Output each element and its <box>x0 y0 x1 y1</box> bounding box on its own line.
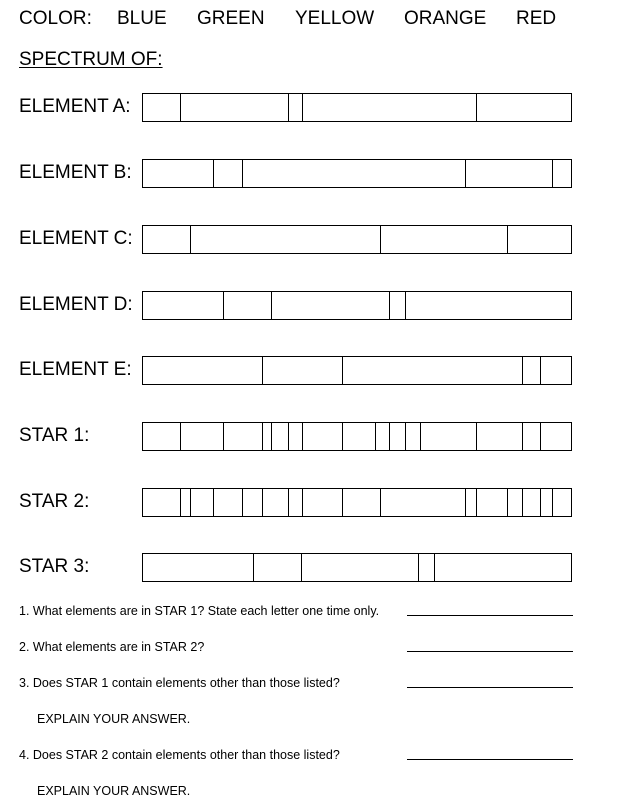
spectral-line <box>342 423 343 450</box>
spectral-line <box>405 292 406 319</box>
spectral-line <box>262 357 263 384</box>
spectral-line <box>223 423 224 450</box>
question-3: 3. Does STAR 1 contain elements other than those listed? <box>19 676 340 690</box>
spectral-line <box>476 94 477 121</box>
spectral-line <box>540 357 541 384</box>
spectral-line <box>380 226 381 253</box>
row-label-element-d: ELEMENT D: <box>19 294 133 315</box>
answer-line-3[interactable] <box>407 687 573 688</box>
answer-line-4[interactable] <box>407 759 573 760</box>
spectral-line <box>389 423 390 450</box>
spectrum-element-a <box>142 93 572 122</box>
spectral-line <box>302 423 303 450</box>
spectral-line <box>522 357 523 384</box>
spectral-line <box>465 489 466 516</box>
spectral-line <box>540 489 541 516</box>
spectral-line <box>476 489 477 516</box>
spectral-line <box>552 160 553 187</box>
spectral-line <box>507 489 508 516</box>
spectral-line <box>522 423 523 450</box>
color-green: GREEN <box>197 8 265 29</box>
spectrum-element-c <box>142 225 572 254</box>
spectral-line <box>540 423 541 450</box>
color-blue: BLUE <box>117 8 167 29</box>
spectral-line <box>180 489 181 516</box>
spectral-line <box>418 554 419 581</box>
row-label-element-e: ELEMENT E: <box>19 359 132 380</box>
spectral-line <box>253 554 254 581</box>
spectral-line <box>180 94 181 121</box>
spectral-line <box>476 423 477 450</box>
spectral-line <box>302 94 303 121</box>
spectral-line <box>552 489 553 516</box>
spectral-line <box>190 226 191 253</box>
spectral-line <box>522 489 523 516</box>
spectral-line <box>288 94 289 121</box>
spectral-line <box>262 423 263 450</box>
answer-line-2[interactable] <box>407 651 573 652</box>
spectrum-element-e <box>142 356 572 385</box>
row-label-star-1: STAR 1: <box>19 425 90 446</box>
spectrum-heading: SPECTRUM OF: <box>19 49 163 70</box>
color-yellow: YELLOW <box>295 8 375 29</box>
spectral-line <box>242 160 243 187</box>
spectrum-star-3 <box>142 553 572 582</box>
question-2: 2. What elements are in STAR 2? <box>19 640 205 654</box>
explain-answer-2: EXPLAIN YOUR ANSWER. <box>37 784 191 798</box>
spectrum-element-d <box>142 291 572 320</box>
spectral-line <box>375 423 376 450</box>
spectral-line <box>434 554 435 581</box>
spectral-line <box>288 423 289 450</box>
spectral-line <box>288 489 289 516</box>
spectrum-element-b <box>142 159 572 188</box>
spectrum-star-1 <box>142 422 572 451</box>
spectral-line <box>242 489 243 516</box>
row-label-star-3: STAR 3: <box>19 556 90 577</box>
spectral-line <box>342 489 343 516</box>
spectral-line <box>465 160 466 187</box>
spectral-line <box>262 489 263 516</box>
color-label: COLOR: <box>19 8 92 29</box>
row-label-element-c: ELEMENT C: <box>19 228 133 249</box>
spectral-line <box>190 489 191 516</box>
spectral-line <box>301 554 302 581</box>
answer-line-1[interactable] <box>407 615 573 616</box>
spectral-line <box>213 160 214 187</box>
spectral-line <box>180 423 181 450</box>
spectral-line <box>342 357 343 384</box>
color-red: RED <box>516 8 557 29</box>
spectral-line <box>507 226 508 253</box>
spectral-line <box>223 292 224 319</box>
explain-answer-1: EXPLAIN YOUR ANSWER. <box>37 712 191 726</box>
spectral-line <box>271 292 272 319</box>
row-label-star-2: STAR 2: <box>19 491 90 512</box>
question-1: 1. What elements are in STAR 1? State each letter one time only. <box>19 604 380 618</box>
row-label-element-b: ELEMENT B: <box>19 162 132 183</box>
spectral-line <box>380 489 381 516</box>
spectral-line <box>271 423 272 450</box>
row-label-element-a: ELEMENT A: <box>19 96 131 117</box>
spectrum-star-2 <box>142 488 572 517</box>
spectral-line <box>302 489 303 516</box>
spectral-line <box>405 423 406 450</box>
spectral-line <box>213 489 214 516</box>
color-orange: ORANGE <box>404 8 487 29</box>
spectral-line <box>389 292 390 319</box>
spectral-line <box>420 423 421 450</box>
question-4: 4. Does STAR 2 contain elements other than those listed? <box>19 748 340 762</box>
